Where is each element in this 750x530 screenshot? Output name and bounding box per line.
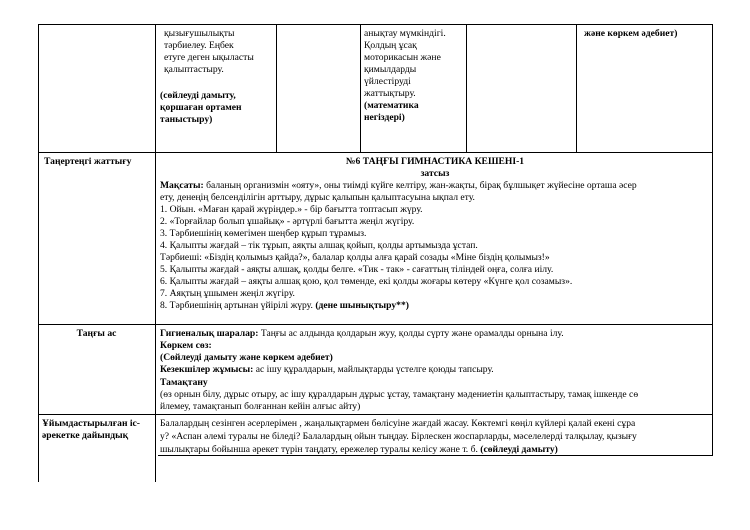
table-left-border: [38, 24, 39, 482]
duty-text: ас ішу құралдарын, майлықтарды үстелге қоюды тапсыру.: [253, 364, 494, 375]
text-line: қызығушылықты: [164, 28, 235, 39]
text-line: қимылдарды: [364, 64, 417, 75]
text-line: қалыптастыру.: [164, 64, 224, 75]
org-text-3-plain: шылықтары бойынша әрекет түрін таңдату, ережелер туралы келісу және т. б.: [160, 444, 481, 455]
hygiene-label: Гигиеналық шаралар:: [160, 328, 259, 339]
exercise-item: 5. Қалыпты жағдай - аяқты алшақ, қолды белге. «Тик - так» - сағаттың тіліндей оңға, солға иілу.: [160, 264, 554, 275]
org-text-3: [160, 444, 558, 456]
col-divider-top-1: [276, 24, 277, 152]
text-line: тәрбиелеу. Еңбек: [164, 40, 234, 51]
exercise-item: 7. Аяқтың ұшымен жеңіл жүгіру.: [160, 288, 295, 299]
text-line-bold: таныстыру): [160, 114, 213, 125]
hygiene-text: Таңғы ас алдында қолдарын жуу, қолды сүрту және орамалды орнына ілу.: [258, 328, 564, 339]
table-top-border: [38, 24, 712, 25]
text-line-bold: (сөйлеуді дамыту,: [160, 90, 236, 101]
duty-label: Кезекшілер жұмысы:: [160, 364, 254, 375]
goal-text: баланың организмін «ояту», оны тиімді күйге келтіру, жан-жақты, бірақ бұлшықет жүйесіне орташа әсер: [203, 180, 637, 191]
row-divider-3: [38, 414, 712, 415]
col-divider-top-4: [576, 24, 577, 152]
org-text-2: у? «Аспан әлемі туралы не біледі? Балалардың ойын тыңдау. Бірлескен жоспарларды, мәселелерді талқылау, қызығу: [160, 431, 637, 442]
exercise-item: 2. «Торғайлар болып ұшайық» - әртүрлі бағытта жеңіл жүгіру.: [160, 216, 415, 227]
top-cell-col6: және көркем әдебиет): [584, 28, 678, 39]
org-text-3-bold: (сөйлеуді дамыту): [480, 444, 558, 455]
goal-label: Мақсаты:: [160, 180, 204, 191]
exercise-item-last: [160, 300, 409, 312]
text-line-bold: қоршаған ортамен: [160, 102, 242, 113]
text-line: жаттықтыру.: [364, 88, 416, 99]
text-line-bold: (математика: [364, 100, 419, 111]
meal-text-1: (өз орнын білу, дұрыс отыру, ас ішу құралдарын дұрыс ұстау, тамақтану мәдениетін қалыптастыру, тамақ ішкенде сө: [160, 389, 639, 400]
meal-text-2: йлемеу, тамақтанып болғаннан кейін алғыс айту): [160, 401, 361, 412]
col-divider-top-3: [466, 24, 467, 152]
col-divider-main: [155, 24, 156, 482]
row-label-org-2: әрекетке дайындық: [42, 430, 129, 441]
art-word-label: Көркем сөз:: [160, 340, 212, 351]
exercise-item: 1. Ойын. «Маған қарай жүріңдер.» - бір бағытта топтасып жүру.: [160, 204, 423, 215]
org-text-1: Балалардың сезінген әсерлерімен , жаңалықтармен бөлісуіне жағдай жасау. Көктемгі көңіл күйлері қалай екені сұра: [160, 418, 636, 429]
row-divider-2: [38, 324, 712, 325]
text-line: анықтау мүмкіндігі.: [364, 28, 446, 39]
exercise-item: Тәрбиеші: «Біздің қолымыз қайда?», балалар қолды алға қарай созады «Міне біздің қолымыз!»: [160, 252, 550, 263]
text-line: моторикасын және: [364, 52, 441, 63]
col-divider-top-2: [360, 24, 361, 152]
exercise-item: 6. Қалыпты жағдай – аяқты алшақ қою, қол төменде, екі қолды жоғары көтеру «Күнге қол созамыз».: [160, 276, 573, 287]
goal-line: [160, 180, 637, 192]
exercise-item: 4. Қалыпты жағдай – тік тұрып, аяқты алшақ қойып, қолды артымызда ұстап.: [160, 240, 478, 251]
duty-line: [160, 364, 494, 376]
section-title: №6 ТАҢҒЫ ГИМНАСТИКА КЕШЕНІ-1: [345, 156, 525, 167]
row-divider-1: [38, 152, 712, 153]
meal-label: Тамақтану: [160, 377, 208, 388]
row-label-org-1: Ұйымдастырылған іс-: [42, 418, 140, 429]
last-item-text: 8. Тәрбиешінің артынан үйірілі жүру.: [160, 300, 316, 311]
row-label-breakfast: Таңғы ас: [76, 328, 117, 339]
text-line-bold: негіздері): [364, 112, 405, 123]
goal-line-2: ету, денеңің белсенділігін арттыру, дұрыс қалыпын қалыптасуына ықпал ету.: [160, 192, 475, 203]
text-line: етуге деген ықыласты: [164, 52, 254, 63]
art-word-subject: (Сөйлеуді дамыту және көркем әдебиет): [160, 352, 333, 363]
text-line: Қолдың ұсақ: [364, 40, 417, 51]
exercise-item: 3. Тәрбиешінің көмегімен шеңбер құрып тұрамыз.: [160, 228, 367, 239]
text-line: үйлестіруді: [364, 76, 411, 87]
section-subtitle: затсыз: [420, 168, 450, 179]
last-item-bold: (дене шынықтыру**): [315, 300, 409, 311]
table-right-border: [712, 24, 713, 456]
hygiene-line: [160, 328, 564, 340]
row-label-morning: Таңертеңгі жаттығу: [44, 156, 132, 167]
